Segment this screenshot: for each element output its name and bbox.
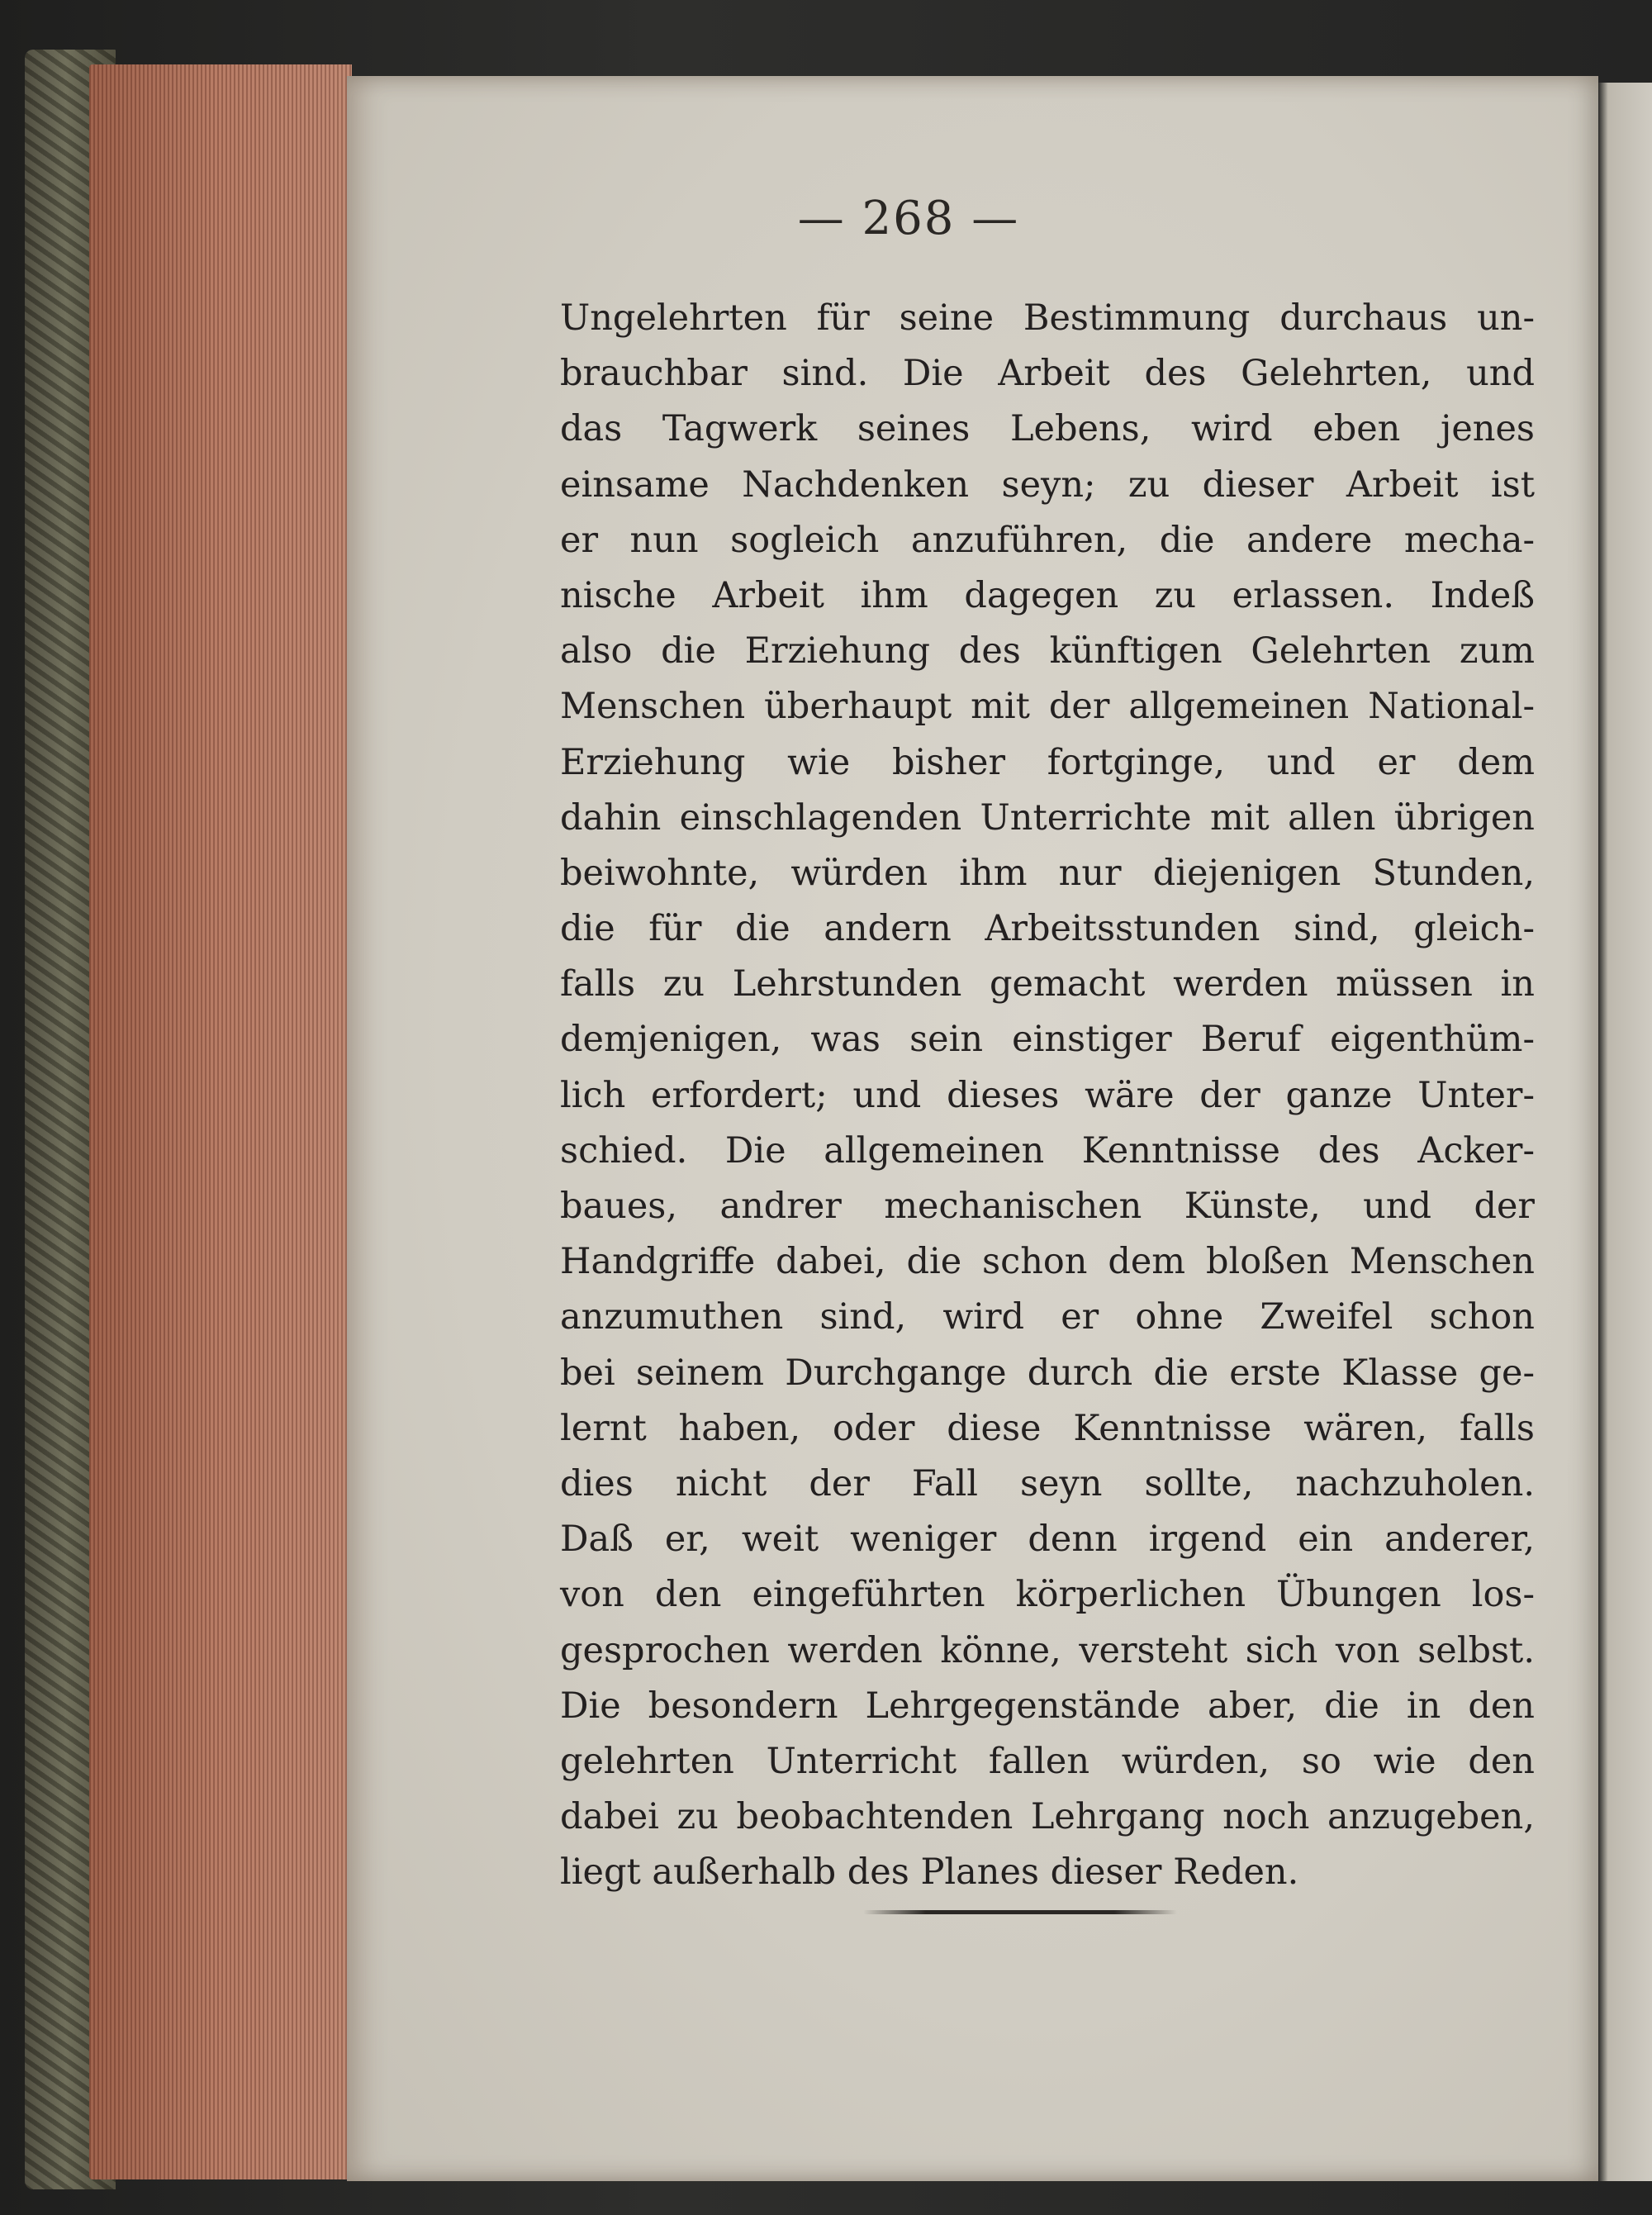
page-number: — 268 — <box>797 192 1020 245</box>
text-line: baues, andrer mechanischen Künste, und der <box>560 1186 1535 1227</box>
text-line: lernt haben, oder diese Kenntnisse wären, falls <box>560 1407 1535 1449</box>
text-line: demjenigen, was sein einstiger Beruf eigenthüm- <box>560 1019 1535 1061</box>
text-line: er nun sogleich anzuführen, die andere mecha- <box>560 519 1535 561</box>
text-line: anzumuthen sind, wird er ohne Zweifel schon <box>560 1296 1535 1338</box>
text-line: brauchbar sind. Die Arbeit des Gelehrten, und <box>560 353 1535 395</box>
text-line: dies nicht der Fall seyn sollte, nachzuholen. <box>560 1462 1535 1504</box>
text-line: liegt außerhalb des Planes dieser Reden. <box>560 1851 1299 1894</box>
text-line: Menschen überhaupt mit der allgemeinen National- <box>560 686 1535 728</box>
text-line: einsame Nachdenken seyn; zu dieser Arbeit ist <box>560 463 1535 506</box>
text-line: Handgriffe dabei, die schon dem bloßen Menschen <box>560 1241 1535 1283</box>
text-line: dabei zu beobachtenden Lehrgang noch anzugeben, <box>560 1796 1535 1838</box>
text-line: die für die andern Arbeitsstunden sind, gleich- <box>560 908 1535 950</box>
text-line: falls zu Lehrstunden gemacht werden müssen in <box>560 963 1535 1005</box>
text-line: also die Erziehung des künftigen Gelehrten zum <box>560 630 1535 673</box>
end-rule-ornament <box>863 1910 1177 1914</box>
text-line: bei seinem Durchgange durch die erste Klasse ge- <box>560 1352 1535 1394</box>
page-edges <box>89 64 352 2179</box>
page-body-text <box>560 291 1535 1900</box>
text-line: schied. Die allgemeinen Kenntnisse des Acker- <box>560 1129 1535 1172</box>
text-line: Daß er, weit weniger denn irgend ein anderer, <box>560 1519 1535 1561</box>
text-line: dahin einschlagenden Unterrichte mit allen übrigen <box>560 796 1535 839</box>
text-line: beiwohnte, würden ihm nur diejenigen Stunden, <box>560 852 1535 894</box>
text-line: nische Arbeit ihm dagegen zu erlassen. Indeß <box>560 574 1535 616</box>
text-line: gelehrten Unterricht fallen würden, so wie den <box>560 1740 1535 1782</box>
text-line: das Tagwerk seines Lebens, wird eben jenes <box>560 408 1535 450</box>
text-line: lich erfordert; und dieses wäre der ganze Unter- <box>560 1074 1535 1116</box>
text-line: gesprochen werden könne, versteht sich von selbst. <box>560 1629 1535 1671</box>
text-line: Erziehung wie bisher fortginge, und er dem <box>560 741 1535 783</box>
facing-page-edge <box>1598 83 1652 2181</box>
text-line: Ungelehrten für seine Bestimmung durchaus un- <box>560 297 1535 339</box>
text-line: von den eingeführten körperlichen Übungen los- <box>560 1574 1535 1616</box>
text-line: Die besondern Lehrgegenstände aber, die in den <box>560 1685 1535 1727</box>
